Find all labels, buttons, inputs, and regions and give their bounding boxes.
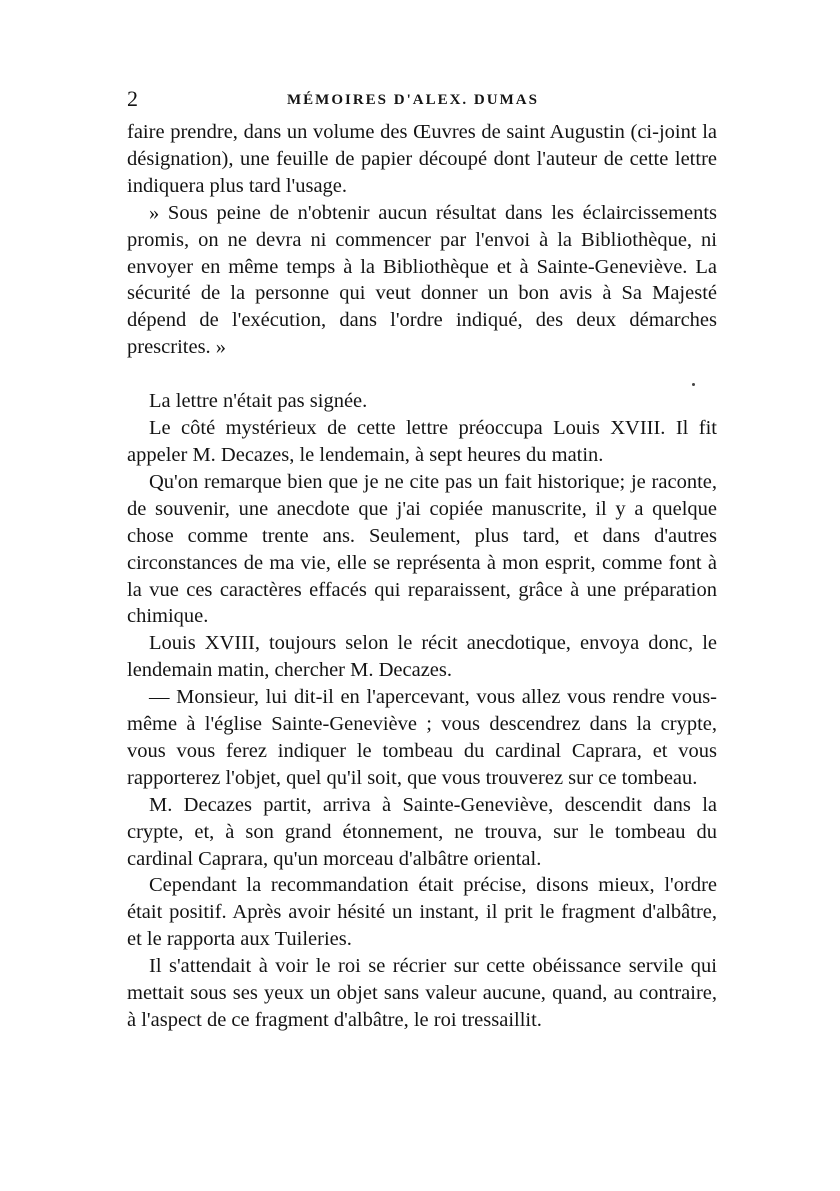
paragraph-louis-sends: Louis XVIII, toujours selon le récit anecdotique, envoya donc, le lendemain matin, chercher M. Decazes. bbox=[127, 632, 717, 682]
running-title: MÉMOIRES D'ALEX. DUMAS bbox=[287, 92, 539, 108]
paragraph-king-startled: Il s'attendait à voir le roi se récrier sur cette obéissance servile qui mettait sous ses yeux un objet sans valeur aucune, quand, au contraire, à l'aspect de ce fragment d'albâtre, le roi tressaillit. bbox=[127, 955, 717, 1031]
paragraph-decazes-crypt: M. Decazes partit, arriva à Sainte-Geneviève, descendit dans la crypte, et, à son grand étonnement, ne trouva, sur le tombeau du cardinal Caprara, qu'un morceau d'albâtre oriental. bbox=[127, 793, 717, 870]
paragraph-mysterious-side: Le côté mystérieux de cette lettre préoccupa Louis XVIII. Il fit appeler M. Decazes, le lendemain, à sept heures du matin. bbox=[127, 417, 717, 466]
page-number: 2 bbox=[127, 86, 138, 111]
running-header bbox=[127, 86, 717, 116]
paragraph-dialogue: — Monsieur, lui dit-il en l'apercevant, vous allez vous rendre vous-même à l'église Sainte-Geneviève ; vous descendrez dans la crypte, vous vous ferez indiquer le tombeau du cardinal Caprara, et vous rapporterez l'objet, quel qu'il soit, que vous trouverez sur ce tombeau. bbox=[127, 686, 717, 789]
body-text bbox=[127, 119, 717, 1034]
paragraph-unsigned: La lettre n'était pas signée. bbox=[149, 390, 368, 413]
paragraph-remark: Qu'on remarque bien que je ne cite pas un fait historique; je raconte, de souvenir, une anecdote que j'ai copiée manuscrite, il y a quelque chose comme trente ans. Seulement, plus tard, et dans d'autres circonstances de ma vie, elle se représenta à mon esprit, comme font à la vue ces caractères effacés qui reparaissent, grâce à une préparation chimique. bbox=[127, 470, 717, 628]
paragraph-order-positive: Cependant la recommandation était précise, disons mieux, l'ordre était positif. Après avoir hésité un instant, il prit le fragment d'albâtre, et le rapporta aux Tuileries. bbox=[127, 874, 717, 951]
paragraph-letter-quote: » Sous peine de n'obtenir aucun résultat dans les éclaircissements promis, on ne devra ni commencer par l'envoi à la Bibliothèque, ni envoyer en même temps à la Bibliothèque et à Sainte-Geneviève. La sécurité de la personne qui veut donner un bon avis à Sa Majesté dépend de l'exécution, dans l'ordre indiqué, des deux démarches prescrites. » bbox=[127, 201, 717, 359]
paragraph-continuation: faire prendre, dans un volume des Œuvres de saint Augustin (ci-joint la désignation), une feuille de papier découpé dont l'auteur de cette lettre indiquera plus tard l'usage. bbox=[127, 121, 717, 197]
print-speck bbox=[692, 383, 695, 386]
